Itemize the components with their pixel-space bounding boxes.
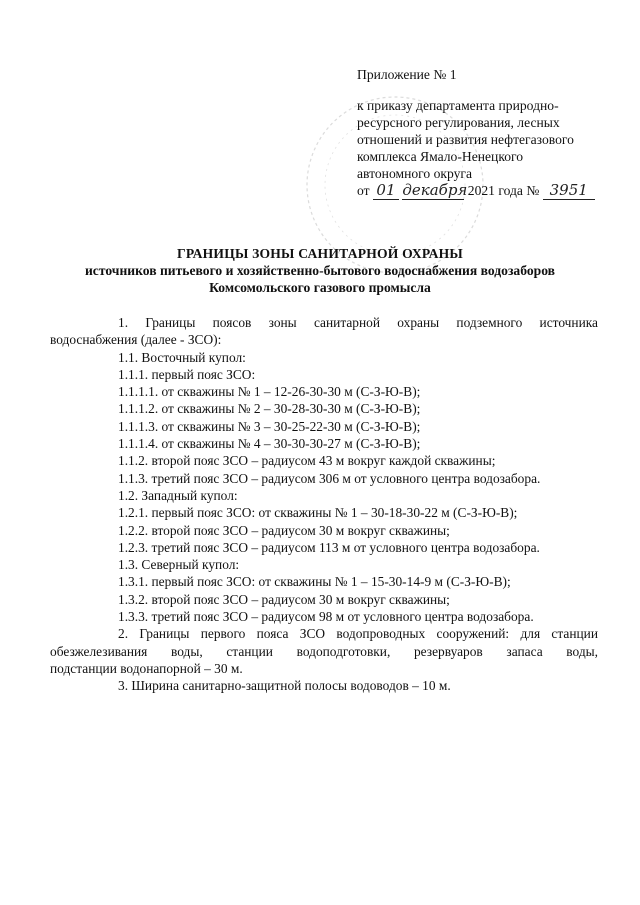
list-item: 1.1. Восточный купол: — [118, 349, 246, 365]
appendix-title: Приложение № 1 — [357, 67, 457, 82]
list-item: 1.3. Северный купол: — [118, 557, 240, 573]
list-item: 1.1.1.3. от скважины № 3 – 30-25-22-30 м (С-З-Ю-В); — [118, 418, 421, 434]
paragraph-2-first: 2. Границы первого пояса ЗСО водопроводных сооружений: для станции — [118, 626, 598, 642]
document-body — [50, 314, 598, 695]
paragraph-1-first: 1. Границы поясов зоны санитарной охраны подземного источника — [118, 315, 598, 330]
handwritten-month: декабря — [402, 181, 468, 199]
header-line: ресурсного регулирования, лесных — [357, 115, 560, 130]
handwritten-order-number: 3951 — [543, 182, 595, 200]
handwritten-day: 01 — [373, 182, 399, 200]
date-prefix: от — [357, 183, 370, 198]
appendix-header — [357, 66, 627, 200]
paragraph-2-line: подстанции водонапорной – 30 м. — [50, 660, 243, 676]
header-line: автономного округа — [357, 166, 473, 181]
header-line: комплекса Ямало-Ненецкого — [357, 149, 524, 164]
list-item: 1.2.3. третий пояс ЗСО – радиусом 113 м от условного центра водозабора. — [118, 539, 540, 555]
heading-subtitle-2: Комсомольского газового промысла — [209, 280, 431, 295]
list-item: 1.1.3. третий пояс ЗСО – радиусом 306 м от условного центра водозабора. — [118, 470, 541, 486]
list-item: 1.3.2. второй пояс ЗСО – радиусом 30 м вокруг скважины; — [118, 591, 450, 607]
list-item: 1.2.1. первый пояс ЗСО: от скважины № 1 – 30-18-30-22 м (С-З-Ю-В); — [118, 505, 518, 521]
document-heading — [0, 245, 640, 296]
list-item: 1.1.1. первый пояс ЗСО: — [118, 366, 256, 382]
heading-title: ГРАНИЦЫ ЗОНЫ САНИТАРНОЙ ОХРАНЫ — [177, 246, 463, 261]
list-item: 1.1.1.1. от скважины № 1 – 12-26-30-30 м (С-З-Ю-В); — [118, 384, 421, 400]
list-item: 1.1.1.4. от скважины № 4 – 30-30-30-27 м (С-З-Ю-В); — [118, 436, 421, 452]
list-item: 1.2. Западный купол: — [118, 487, 238, 503]
list-item: 1.1.1.2. от скважины № 2 – 30-28-30-30 м (С-З-Ю-В); — [118, 401, 421, 417]
paragraph-3: 3. Ширина санитарно-защитной полосы водоводов – 10 м. — [118, 678, 451, 694]
list-item: 1.3.3. третий пояс ЗСО – радиусом 98 м от условного центра водозабора. — [118, 609, 534, 625]
heading-subtitle: источников питьевого и хозяйственно-бытового водоснабжения водозаборов — [84, 263, 556, 278]
date-year-text: 2021 года № — [467, 183, 540, 198]
list-item: 1.1.2. второй пояс ЗСО – радиусом 43 м вокруг каждой скважины; — [118, 453, 496, 469]
header-line: к приказу департамента природно- — [357, 98, 559, 113]
list-item: 1.2.2. второй пояс ЗСО – радиусом 30 м вокруг скважины; — [118, 522, 450, 538]
order-date-line — [357, 182, 627, 200]
header-line: отношений и развития нефтегазового — [357, 132, 574, 147]
list-item: 1.3.1. первый пояс ЗСО: от скважины № 1 – 15-30-14-9 м (С-З-Ю-В); — [118, 574, 511, 590]
paragraph-2-line: обезжелезивания воды, станции водоподготовки, резервуаров запаса воды, — [50, 643, 598, 659]
paragraph-1-cont: водоснабжения (далее - ЗСО): — [50, 332, 222, 348]
